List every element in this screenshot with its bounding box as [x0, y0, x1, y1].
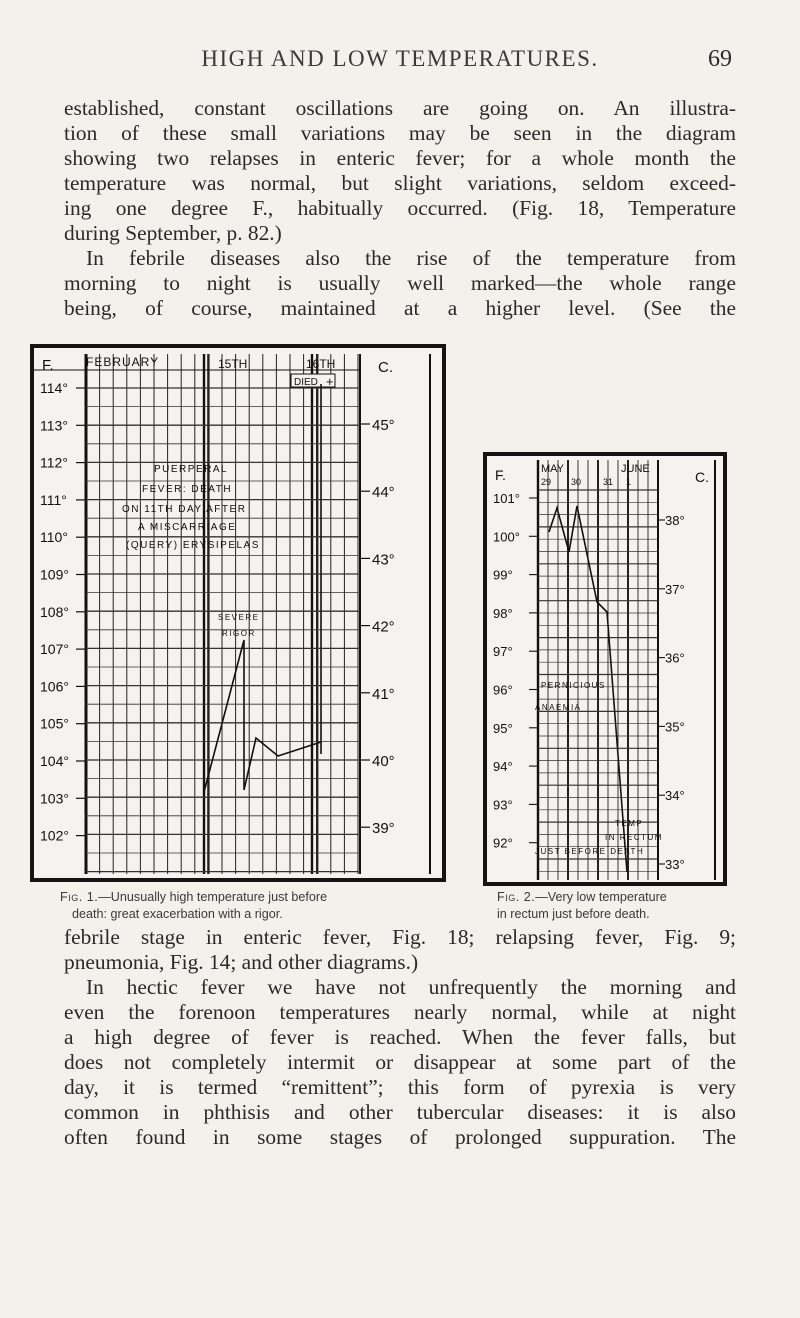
- f-tick-label: 112°: [40, 454, 68, 471]
- running-head: [64, 46, 736, 76]
- day-label: 29: [541, 477, 552, 487]
- chart-note: FEVER: DEATH: [142, 484, 233, 495]
- chart-note: (QUERY) ERYSIPELAS: [126, 540, 260, 551]
- chart-paper: [487, 456, 723, 882]
- f-tick-label: 92°: [493, 835, 513, 851]
- figure-1-chart: [30, 344, 446, 882]
- figure-2-svg: [483, 452, 727, 886]
- c-tick-label: 33°: [665, 857, 685, 872]
- f-tick-label: 106°: [40, 678, 69, 695]
- f-tick-label: 113°: [40, 417, 68, 434]
- caption-number: Fig. 1.: [60, 890, 99, 904]
- c-tick-label: 38°: [665, 513, 685, 528]
- f-tick-label: 111°: [40, 491, 67, 508]
- chart-note: ANAEMIA: [535, 703, 582, 712]
- text-line: In febrile diseases also the rise of the temperature from: [86, 246, 736, 270]
- caption-number: Fig. 2.: [497, 890, 536, 904]
- death-cross-icon: +: [326, 374, 334, 389]
- f-tick-label: 108°: [40, 603, 69, 620]
- c-tick-label: 43°: [372, 551, 395, 569]
- chart-note: PUERPERAL: [154, 464, 229, 475]
- text-line: even the forenoon temperatures nearly normal, while at night: [64, 1000, 736, 1024]
- running-title: HIGH AND LOW TEMPERATURES.: [201, 46, 599, 71]
- month-label: FEBRUARY: [86, 355, 160, 369]
- f-tick-label: 96°: [493, 682, 513, 698]
- page-number: 69: [708, 46, 732, 72]
- chart-note: ON 11TH DAY AFTER: [122, 504, 247, 515]
- chart-note: SEVERE: [218, 613, 260, 622]
- f-tick-label: 94°: [493, 759, 513, 775]
- c-tick-label: 44°: [372, 484, 395, 502]
- figure-1-caption: [60, 889, 327, 923]
- text-line: established, constant oscillations are going on. An illustra-: [64, 96, 736, 120]
- f-tick-label: 98°: [493, 605, 513, 621]
- day-15-label: 15TH: [218, 357, 248, 371]
- caption-text: in rectum just before death.: [497, 907, 650, 921]
- paragraph-bottom: [64, 925, 736, 1150]
- c-tick-label: 36°: [665, 650, 685, 666]
- text-line: In hectic fever we have not unfrequently the morning and: [86, 975, 736, 999]
- f-tick-label: 107°: [40, 641, 69, 658]
- day-label: 30: [571, 477, 582, 487]
- text-line: during September, p. 82.): [64, 221, 282, 245]
- c-tick-label: 45°: [372, 417, 395, 434]
- month-may-label: MAY: [541, 463, 565, 475]
- chart-note: TEMP: [615, 819, 644, 828]
- f-axis-label: F.: [42, 357, 54, 374]
- c-axis-label: C.: [378, 359, 393, 376]
- f-tick-label: 99°: [493, 567, 513, 583]
- figure-2-caption: [497, 889, 667, 923]
- f-tick-label: 105°: [40, 715, 69, 732]
- chart-note: RIGOR: [222, 629, 256, 638]
- f-axis-label: F.: [495, 467, 506, 483]
- text-line: ing one degree F., habitually occurred. (Fig. 18, Temperature: [64, 196, 736, 220]
- c-tick-label: 39°: [372, 820, 395, 838]
- c-tick-label: 42°: [372, 618, 395, 636]
- text-line: does not completely intermit or disappear at some part of the: [64, 1050, 736, 1074]
- text-line: temperature was normal, but slight variations, seldom exceed-: [64, 171, 736, 195]
- figure-2-chart: [483, 452, 727, 886]
- text-line: showing two relapses in enteric fever; for a whole month the: [64, 146, 736, 170]
- f-tick-label: 93°: [493, 797, 513, 813]
- c-tick-label: 37°: [665, 581, 685, 597]
- died-label: DIED: [294, 377, 318, 388]
- text-line: morning to night is usually well marked—the whole range: [64, 271, 736, 295]
- text-line: tion of these small variations may be seen in the diagram: [64, 121, 736, 145]
- f-tick-label: 95°: [493, 720, 513, 736]
- caption-text: death: great exacerbation with a rigor.: [72, 907, 283, 921]
- day-label: 1: [626, 477, 632, 487]
- c-axis-label: C.: [695, 469, 709, 485]
- chart-note: IN RECTUM: [605, 833, 663, 842]
- month-june-label: JUNE: [621, 463, 650, 475]
- text-line: febrile stage in enteric fever, Fig. 18; relapsing fever, Fig. 9;: [64, 925, 736, 949]
- text-line: a high degree of fever is reached. When the fever falls, but: [64, 1025, 736, 1049]
- f-tick-label: 103°: [40, 790, 69, 807]
- text-line: often found in some stages of prolonged suppuration. The: [64, 1125, 736, 1149]
- f-tick-label: 100°: [493, 529, 520, 545]
- text-line: day, it is termed “remittent”; this form of pyrexia is very: [64, 1075, 736, 1099]
- caption-text: —Unusually high temperature just before: [98, 890, 328, 904]
- text-line: common in phthisis and other tubercular diseases: it is also: [64, 1100, 736, 1124]
- f-tick-label: 114°: [40, 380, 68, 396]
- c-tick-label: 41°: [372, 685, 395, 703]
- c-tick-label: 40°: [372, 753, 395, 770]
- figure-1-svg: [30, 344, 446, 882]
- f-tick-label: 110°: [40, 529, 68, 546]
- f-tick-label: 97°: [493, 644, 513, 660]
- paragraph-top: [64, 96, 736, 321]
- text-line: being, of course, maintained at a higher level. (See the: [64, 296, 736, 320]
- c-tick-label: 34°: [665, 788, 685, 804]
- chart-note: JUST BEFORE DEATH: [535, 847, 645, 856]
- f-tick-label: 109°: [40, 566, 69, 583]
- caption-text: —Very low temperature: [535, 890, 667, 904]
- c-tick-label: 35°: [665, 719, 685, 735]
- text-line: pneumonia, Fig. 14; and other diagrams.): [64, 950, 419, 974]
- chart-note: PERNICIOUS: [541, 681, 606, 690]
- f-tick-label: 102°: [40, 827, 69, 844]
- f-tick-label: 101°: [493, 491, 520, 506]
- day-label: 31: [603, 477, 614, 487]
- day-16-label: 16TH: [306, 357, 336, 371]
- f-tick-label: 104°: [40, 753, 69, 769]
- chart-note: A MISCARRIAGE: [138, 522, 237, 533]
